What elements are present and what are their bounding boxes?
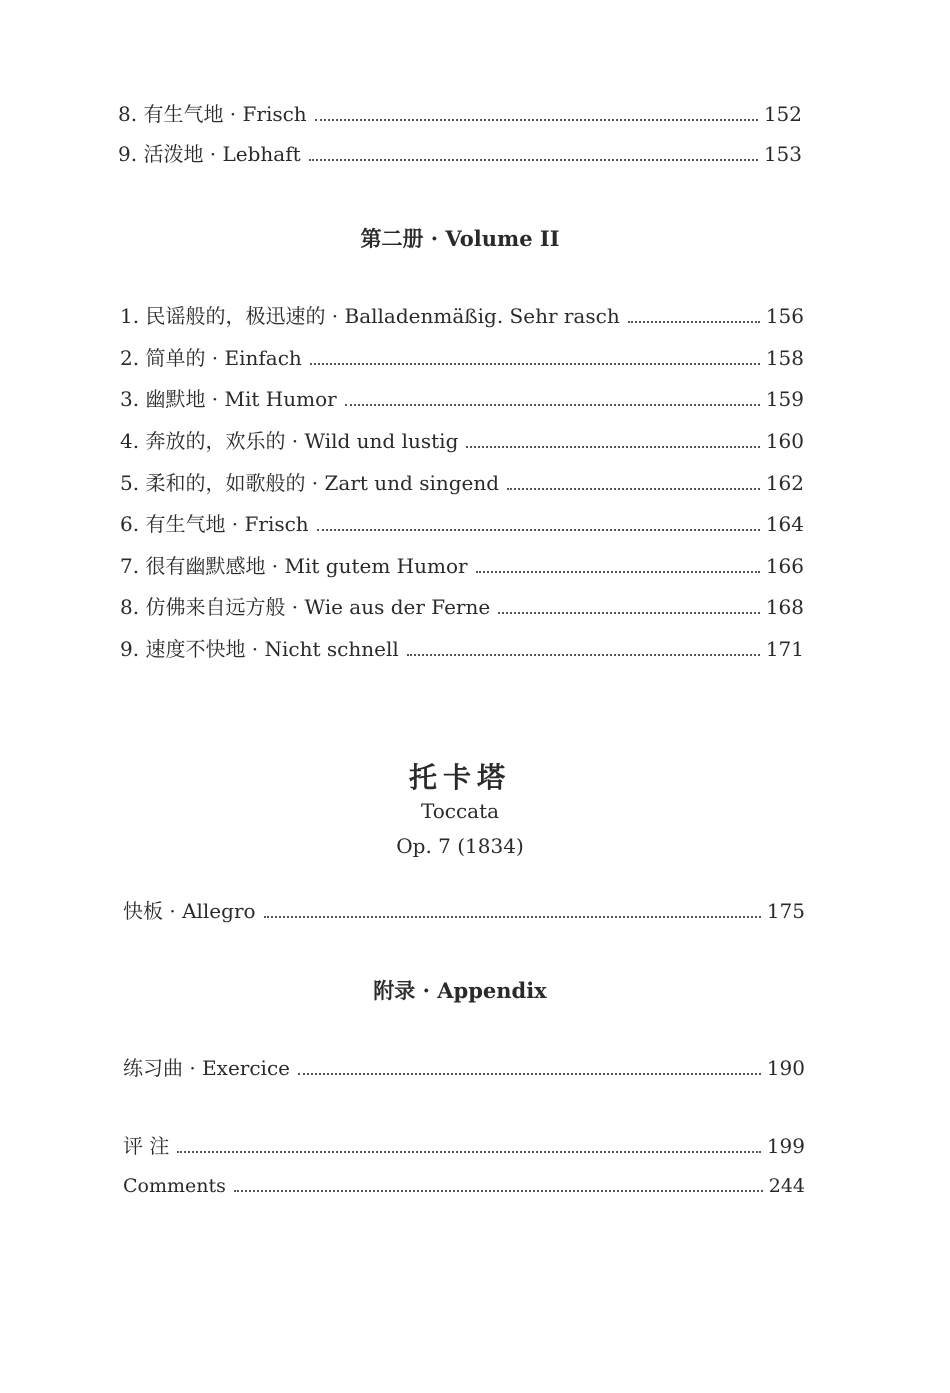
toc-entry[interactable] (120, 303, 804, 329)
dot-leader (345, 404, 760, 406)
dot-leader (177, 1151, 760, 1153)
toc-entry[interactable] (120, 553, 804, 579)
toc-entry-page: 162 (765, 471, 804, 495)
toc-entry-label: 3. 幽默地 · Mit Humor (120, 387, 337, 411)
toc-entry[interactable] (120, 428, 804, 454)
toc-entry-label: 7. 很有幽默感地 · Mit gutem Humor (120, 554, 468, 578)
toc-entry-page: 199 (766, 1134, 805, 1158)
toc-entry-page: 166 (765, 554, 804, 578)
toc-entry[interactable] (123, 1173, 805, 1199)
toc-entry[interactable] (120, 345, 804, 371)
toc-entry-label: 4. 奔放的，欢乐的 · Wild und lustig (120, 429, 459, 453)
toc-entry-page: 164 (765, 512, 804, 536)
toc-entry-page: 244 (768, 1175, 805, 1197)
dot-leader (498, 612, 760, 614)
toc-entry-page: 158 (765, 346, 804, 370)
toc-entry-label: 练习曲 · Exercice (123, 1056, 290, 1080)
work-subtitle: Toccata (420, 799, 500, 823)
dot-leader (309, 159, 758, 161)
dot-leader (317, 529, 760, 531)
toc-entry[interactable] (120, 594, 804, 620)
toc-entry-label: 8. 仿佛来自远方般 · Wie aus der Ferne (120, 595, 491, 619)
toc-entry-page: 171 (765, 637, 804, 661)
dot-leader (476, 571, 760, 573)
toc-entry[interactable] (123, 898, 805, 924)
toc-entry[interactable] (120, 636, 804, 662)
toc-entry[interactable] (120, 470, 804, 496)
toc-entry-page: 153 (763, 142, 802, 166)
toc-entry-page: 159 (765, 387, 804, 411)
section-heading-appendix: 附录 · Appendix (373, 978, 547, 1003)
work-title: 托卡塔 (408, 761, 511, 794)
toc-entry[interactable] (120, 386, 804, 412)
toc-entry-label: 8. 有生气地 · Frisch (118, 102, 307, 126)
toc-entry-label: 快板 · Allegro (123, 899, 256, 923)
toc-entry-label: 评 注 (123, 1134, 170, 1158)
dot-leader (315, 119, 758, 121)
dot-leader (298, 1073, 761, 1075)
toc-entry-page: 160 (765, 429, 804, 453)
work-opus: Op. 7 (1834) (396, 834, 524, 858)
dot-leader (310, 363, 760, 365)
toc-entry-label: Comments (123, 1175, 226, 1197)
dot-leader (628, 321, 760, 323)
dot-leader (407, 654, 760, 656)
toc-entry-label: 1. 民谣般的，极迅速的 · Balladenmäßig. Sehr rasch (120, 304, 620, 328)
toc-entry-page: 168 (765, 595, 804, 619)
section-heading-volume-2: 第二册 · Volume II (360, 226, 560, 251)
toc-entry-page: 156 (765, 304, 804, 328)
toc-entry-page: 190 (766, 1056, 805, 1080)
dot-leader (264, 916, 761, 918)
toc-entry-label: 2. 简单的 · Einfach (120, 346, 302, 370)
toc-entry-label: 9. 活泼地 · Lebhaft (118, 142, 301, 166)
dot-leader (234, 1190, 763, 1192)
toc-entry-page: 152 (763, 102, 802, 126)
toc-entry-label: 6. 有生气地 · Frisch (120, 512, 309, 536)
toc-entry[interactable] (118, 141, 802, 167)
toc-entry[interactable] (120, 511, 804, 537)
toc-entry-label: 5. 柔和的，如歌般的 · Zart und singend (120, 471, 500, 495)
toc-entry-label: 9. 速度不快地 · Nicht schnell (120, 637, 399, 661)
toc-entry[interactable] (123, 1055, 805, 1081)
toc-entry[interactable] (123, 1133, 805, 1159)
toc-entry[interactable] (118, 101, 802, 127)
dot-leader (466, 446, 759, 448)
toc-entry-page: 175 (766, 899, 805, 923)
dot-leader (507, 488, 760, 490)
